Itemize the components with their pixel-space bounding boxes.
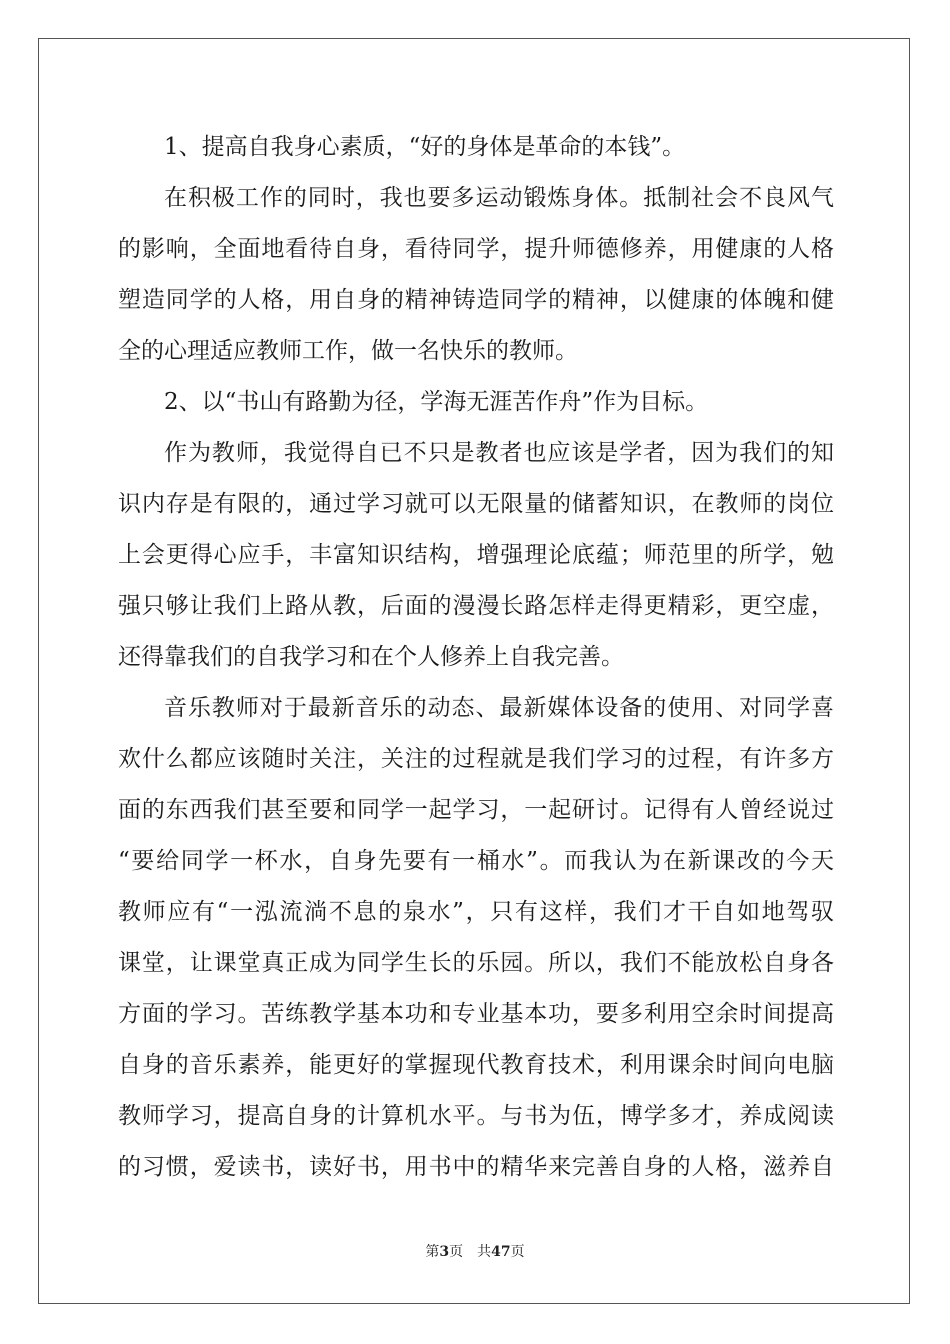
paragraph-5-line-3: 面的东西我们甚至要和同学一起学习，一起研讨。记得有人曾经说过 <box>118 797 834 823</box>
paragraph-5-line-6: 课堂，让课堂真正成为同学生长的乐园。所以，我们不能放松自身各 <box>118 950 834 976</box>
document-body <box>118 122 834 1193</box>
current-page-number: 3 <box>439 1244 450 1260</box>
paragraph-4-line-1: 作为教师，我觉得自已不只是教者也应该是学者，因为我们的知 <box>164 440 834 466</box>
paragraph-5-line-8: 自身的音乐素养，能更好的掌握现代教育技术，利用课余时间向电脑 <box>118 1052 834 1078</box>
paragraph-3-line-1: 2、以“书山有路勤为径，学海无涯苦作舟”作为目标。 <box>164 389 709 415</box>
paragraph-5-line-9: 教师学习，提高自身的计算机水平。与书为伍，博学多才，养成阅读 <box>118 1103 834 1129</box>
page-prefix: 第 <box>425 1244 440 1260</box>
paragraph-5-line-1: 音乐教师对于最新音乐的动态、最新媒体设备的使用、对同学喜 <box>164 695 834 721</box>
paragraph-5-line-4: “要给同学一杯水，自身先要有一桶水”。而我认为在新课改的今天 <box>118 848 834 874</box>
paragraph-2-line-3: 塑造同学的人格，用自身的精神铸造同学的精神，以健康的体魄和健 <box>118 287 834 313</box>
total-pages <box>477 1244 524 1260</box>
page-unit: 页 <box>449 1244 464 1260</box>
paragraph-2-line-2: 的影响，全面地看待自身，看待同学，提升师德修养，用健康的人格 <box>118 236 834 262</box>
paragraph-1-line-1: 1、提高自我身心素质，“好的身体是革命的本钱”。 <box>164 134 686 160</box>
paragraph-4-line-4: 强只够让我们上路从教，后面的漫漫长路怎样走得更精彩，更空虚， <box>118 593 834 619</box>
total-prefix: 共 <box>477 1244 492 1260</box>
paragraph-2-line-4: 全的心理适应教师工作，做一名快乐的教师。 <box>118 338 578 364</box>
page-footer <box>0 1241 950 1261</box>
paragraph-5-line-2: 欢什么都应该随时关注，关注的过程就是我们学习的过程，有许多方 <box>118 746 834 772</box>
paragraph-4-line-3: 上会更得心应手，丰富知识结构，增强理论底蕴；师范里的所学，勉 <box>118 542 834 568</box>
total-unit: 页 <box>510 1244 525 1260</box>
total-pages-number: 47 <box>491 1244 511 1260</box>
paragraph-4-line-2: 识内存是有限的，通过学习就可以无限量的储蓄知识，在教师的岗位 <box>118 491 834 517</box>
paragraph-2-line-1: 在积极工作的同时，我也要多运动锻炼身体。抵制社会不良风气 <box>164 185 834 211</box>
paragraph-5-line-10: 的习惯，爱读书，读好书，用书中的精华来完善自身的人格，滋养自 <box>118 1154 834 1180</box>
paragraph-5-line-7: 方面的学习。苦练教学基本功和专业基本功，要多利用空余时间提高 <box>118 1001 834 1027</box>
page-number <box>425 1244 463 1260</box>
paragraph-4-line-5: 还得靠我们的自我学习和在个人修养上自我完善。 <box>118 644 624 670</box>
paragraph-5-line-5: 教师应有“一泓流淌不息的泉水”，只有这样，我们才干自如地驾驭 <box>118 899 834 925</box>
